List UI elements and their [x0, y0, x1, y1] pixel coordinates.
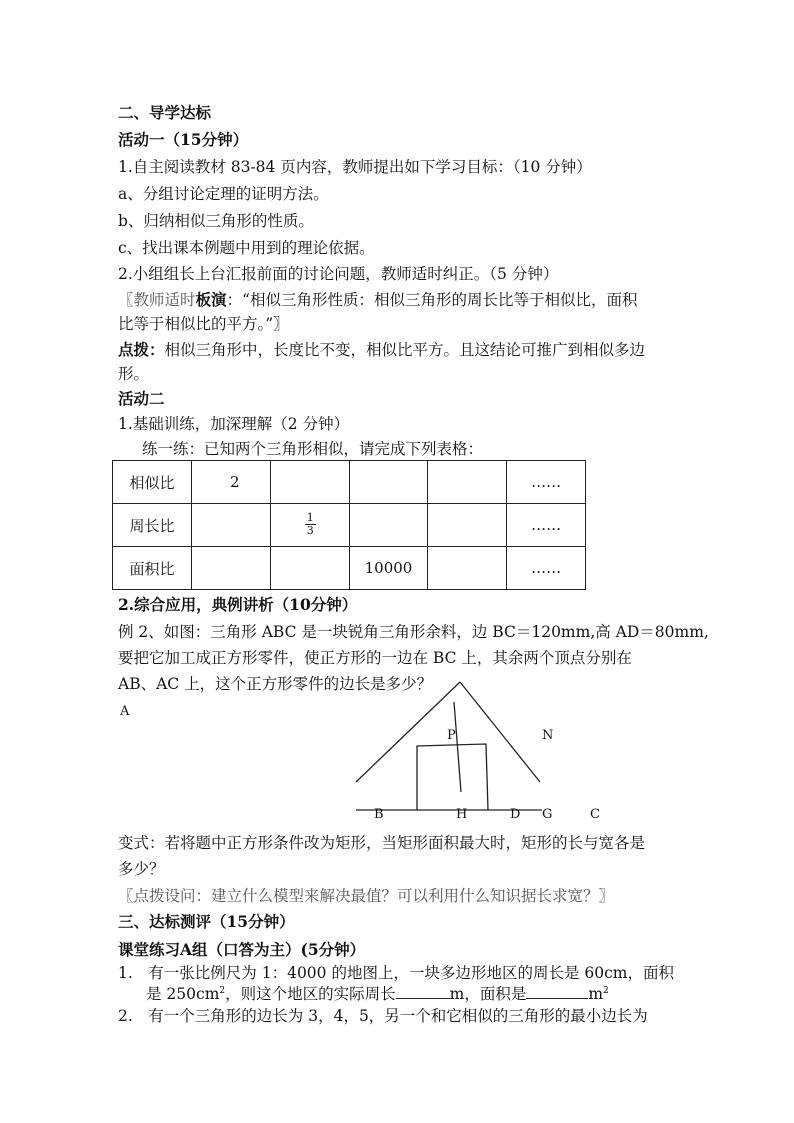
- table-cell: [349, 461, 428, 504]
- table-cell: ……: [507, 461, 586, 504]
- table-cell: ……: [507, 504, 586, 547]
- fraction: [305, 512, 316, 537]
- q1-text-c: m，面积是: [449, 985, 527, 1003]
- activity1-item2: 2.小组组长上台汇报前面的讨论问题，教师适时纠正。（5 分钟）: [118, 265, 559, 283]
- activity2-title: 活动二: [118, 389, 165, 408]
- table-cell: [428, 504, 507, 547]
- activity1-item1: 1.自主阅读教材 83-84 页内容，教师提出如下学习目标：（10 分钟）: [118, 158, 592, 176]
- fraction-denominator: 3: [306, 524, 314, 537]
- tip-line2: 形。: [118, 365, 150, 383]
- question1-line2: [146, 984, 609, 1004]
- table-cell: 周长比: [113, 504, 192, 547]
- table-cell: [428, 547, 507, 590]
- question1-line1: 1. 有一张比例尺为 1：4000 的地图上，一块多边形地区的周长是 60cm，面积: [118, 964, 674, 982]
- tip-line1: [118, 340, 645, 360]
- side-AB: [356, 682, 460, 782]
- practice-instruction: 练一练：已知两个三角形相似，请完成下列表格：: [142, 440, 484, 458]
- label-D: D: [510, 807, 521, 822]
- question2-line1: 2. 有一个三角形的边长为 3，4，5，另一个和它相似的三角形的最小边长为: [118, 1007, 648, 1025]
- hint-text: 〖点拨设问：建立什么模型来解决最值？可以利用什么知识据长求宽？〗: [118, 887, 615, 905]
- table-cell: [270, 547, 349, 590]
- goal-b: b、归纳相似三角形的性质。: [118, 212, 314, 230]
- triangle-figure: [340, 672, 660, 822]
- board-prefix: 〖教师适时: [118, 291, 196, 309]
- goal-a: a、分组讨论定理的证明方法。: [118, 185, 329, 203]
- label-H: H: [456, 807, 468, 822]
- table-cell: ……: [507, 547, 586, 590]
- q1-text-b: ，则这个地区的实际周长: [225, 985, 396, 1003]
- board-label: 板演: [195, 290, 227, 309]
- inscribed-square: [417, 744, 488, 810]
- table-cell: 10000: [349, 547, 428, 590]
- board-note-line2: 比等于相似比的平方。”〗: [118, 315, 289, 333]
- table-cell: [192, 504, 271, 547]
- activity2-item1: 1.基础训练，加深理解（2 分钟）: [118, 415, 350, 433]
- board-note-line1: [118, 290, 637, 310]
- section-title: 二、导学达标: [118, 103, 212, 122]
- altitude-AD: [454, 702, 461, 792]
- table-cell: [270, 504, 349, 547]
- answer-blank-area[interactable]: [526, 984, 588, 999]
- table-cell: 2: [192, 461, 271, 504]
- q1-unit-superscript: 2: [603, 985, 609, 996]
- table-cell: [192, 547, 271, 590]
- goal-c: c、找出课本例题中用到的理论依据。: [118, 239, 375, 257]
- tip-label: 点拨：: [118, 340, 165, 359]
- fraction-numerator: 1: [306, 511, 314, 524]
- label-A: A: [120, 704, 130, 719]
- example-line3: AB、AC 上，这个正方形零件的边长是多少？: [118, 675, 433, 693]
- q1-text-a: 是 250cm: [146, 985, 220, 1003]
- example-line1: 例 2、如图：三角形 ABC 是一块锐角三角形余料，边 BC＝120mm,高 AD＝80mm,: [118, 623, 709, 641]
- table-row: [113, 504, 586, 547]
- answer-blank-perimeter[interactable]: [396, 984, 450, 999]
- table-cell: [349, 504, 428, 547]
- variant-line1: 变式：若将题中正方形条件改为矩形，当矩形面积最大时，矩形的长与宽各是: [118, 834, 646, 852]
- label-P: P: [447, 728, 456, 743]
- example-line2: 要把它加工成正方形零件，使正方形的一边在 BC 上，其余两个顶点分别在: [118, 649, 632, 667]
- board-text: ：“相似三角形性质：相似三角形的周长比等于相似比，面积: [226, 291, 638, 309]
- variant-line2: 多少？: [118, 860, 165, 878]
- activity1-title: 活动一（15分钟）: [118, 130, 249, 149]
- side-AC: [460, 682, 540, 782]
- activity2-item2: 2.综合应用，典例讲析（10分钟）: [118, 595, 358, 614]
- table-cell: [428, 461, 507, 504]
- similarity-table: [112, 460, 586, 590]
- label-N: N: [542, 728, 554, 743]
- table-cell: 相似比: [113, 461, 192, 504]
- table-cell: 面积比: [113, 547, 192, 590]
- label-G: G: [542, 807, 553, 822]
- table-row: [113, 461, 586, 504]
- groupA-title: 课堂练习A组（口答为主）(5分钟）: [118, 940, 366, 959]
- section3-title: 三、达标测评（15分钟）: [118, 912, 295, 931]
- label-B: B: [374, 807, 384, 822]
- q1-unit: m: [588, 985, 604, 1003]
- q1-superscript: 2: [219, 985, 226, 996]
- table-row: [113, 547, 586, 590]
- table-cell: [270, 461, 349, 504]
- tip-text: 相似三角形中，长度比不变，相似比平方。且这结论可推广到相似多边: [164, 341, 646, 359]
- label-C: C: [590, 807, 600, 822]
